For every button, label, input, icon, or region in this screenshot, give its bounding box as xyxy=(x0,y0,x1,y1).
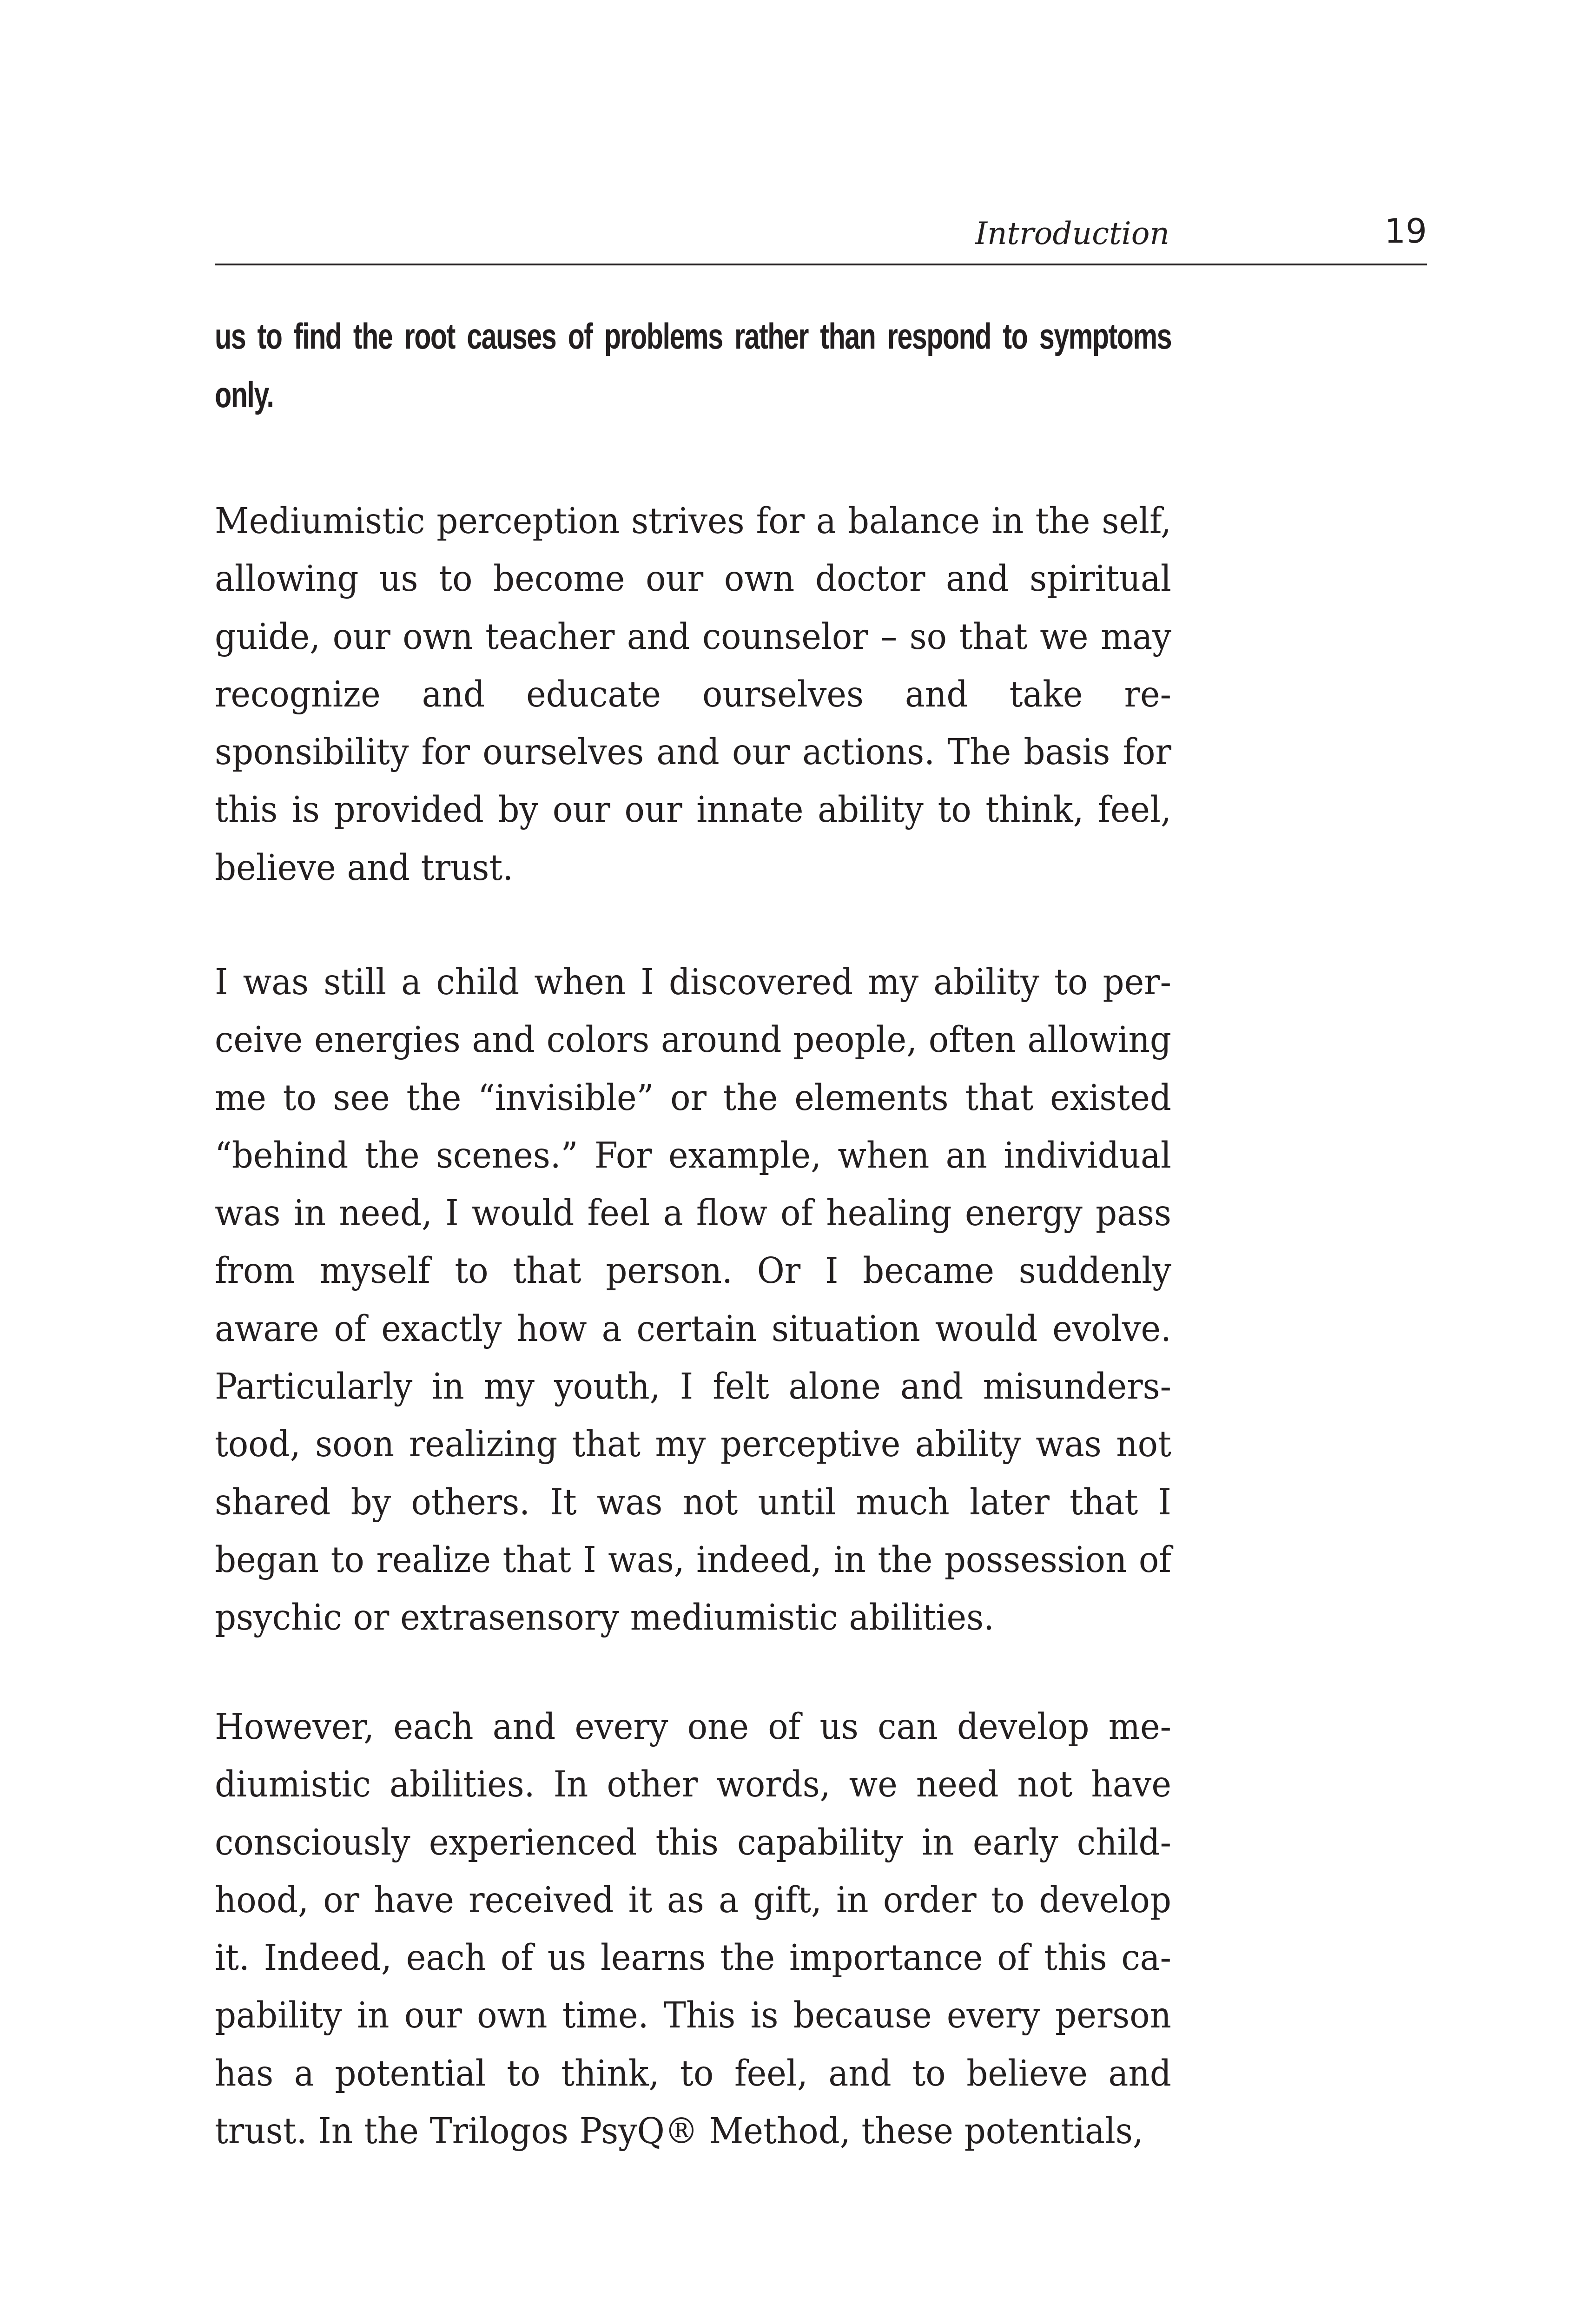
paragraph-mediumistic-perception: Mediumistic perception strives for a balance in the self, allowing us to become our own doctor and spiritual guide, our own teacher and counselor – so that we may recognize and educate ourselves and take responsibility for ourselves and our actions. The basis for this is provided by our our innate ability to think, feel, believe and trust. xyxy=(215,501,1171,889)
running-header xyxy=(215,205,1427,265)
header-rule xyxy=(215,264,1427,265)
lead-paragraph: us to find the root causes of problems rather than respond to symptoms only. xyxy=(215,316,1172,415)
paragraph-develop-abilities: However, each and every one of us can develop mediumistic abilities. In other words, we need not have consciously experienced this capability in early childhood, or have received it as a gift, in order to develop it. Indeed, each of us learns the importance of this capability in our own time. This is because every person has a potential to think, to feel, and to believe and trust. In the Trilogos PsyQ® Method, these potentials, xyxy=(215,1706,1171,2152)
paragraph-childhood-discovery: I was still a child when I discovered my ability to perceive energies and colors around people, often allowing me to see the “invisible” or the elements that existed “behind the scenes.” For example, when an individual was in need, I would feel a flow of healing energy pass from myself to that person. Or I became suddenly aware of exactly how a certain situation would evolve. Particularly in my youth, I felt alone and misunderstood, soon realizing that my perceptive ability was not shared by others. It was not until much later that I began to realize that I was, indeed, in the possession of psychic or extrasensory mediumistic abilities. xyxy=(215,962,1171,1639)
page-number: 19 xyxy=(1384,211,1427,251)
running-head-title: Introduction xyxy=(975,216,1169,251)
lead-wrapper xyxy=(215,307,1473,424)
